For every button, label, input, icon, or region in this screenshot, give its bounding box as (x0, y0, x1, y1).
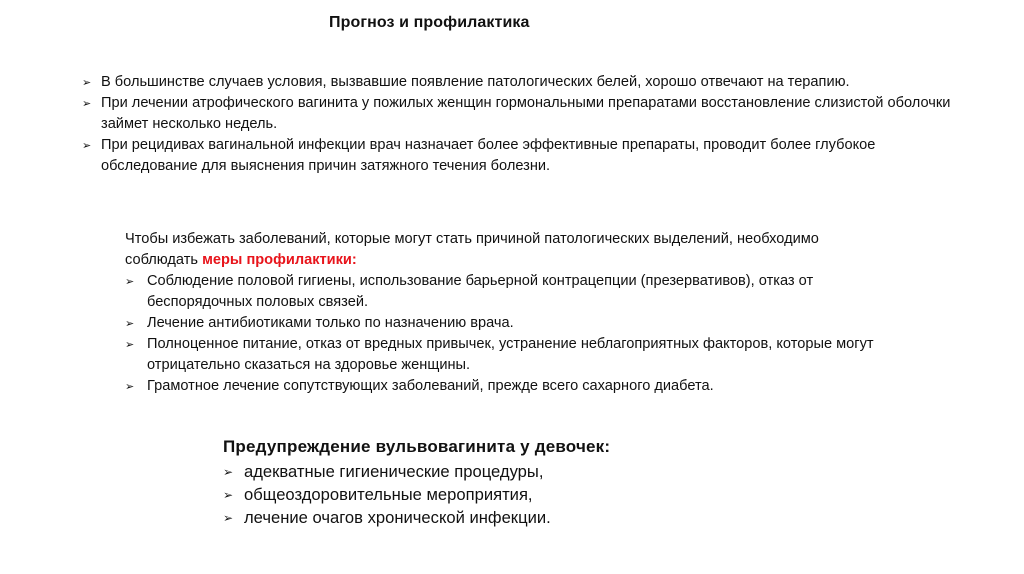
list-item (223, 506, 783, 529)
arrowhead-bullet-icon: ➢ (223, 488, 234, 502)
prevention-intro-text: Чтобы избежать заболеваний, которые могут стать причиной патологических выделений, необходимо соблюдать (125, 231, 819, 268)
list-item-text: адекватные гигиенические процедуры, (244, 462, 544, 481)
list-item (82, 72, 962, 93)
list-item (125, 334, 915, 376)
list-item (223, 460, 783, 483)
arrowhead-bullet-icon: ➢ (82, 97, 92, 110)
list-item-text: В большинстве случаев условия, вызвавшие появление патологических белей, хорошо отвечают на терапию. (101, 74, 850, 90)
arrowhead-bullet-icon: ➢ (125, 338, 135, 351)
arrowhead-bullet-icon: ➢ (125, 275, 135, 288)
arrowhead-bullet-icon: ➢ (223, 511, 234, 525)
list-item-text: Грамотное лечение сопутствующих заболеваний, прежде всего сахарного диабета. (147, 378, 714, 394)
list-item (125, 271, 915, 313)
arrowhead-bullet-icon: ➢ (82, 139, 92, 152)
list-item-text: Полноценное питание, отказ от вредных привычек, устранение неблагоприятных факторов, которые могут отрицательно сказаться на здоровье женщины. (147, 336, 874, 373)
list-item-text: При рецидивах вагинальной инфекции врач назначает более эффективные препараты, проводит более глубокое обследование для выяснения причин затяжного течения болезни. (101, 137, 876, 174)
arrowhead-bullet-icon: ➢ (223, 465, 234, 479)
girls-prevention-list (223, 460, 783, 529)
list-item (82, 93, 962, 135)
list-item (82, 135, 962, 177)
list-item-text: лечение очагов хронической инфекции. (244, 508, 551, 527)
prevention-list (125, 271, 915, 397)
arrowhead-bullet-icon: ➢ (82, 76, 92, 89)
list-item (223, 483, 783, 506)
arrowhead-bullet-icon: ➢ (125, 380, 135, 393)
girls-prevention-heading: Предупреждение вульвовагинита у девочек: (223, 437, 611, 456)
list-item-text: общеоздоровительные мероприятия, (244, 485, 533, 504)
prevention-highlight: меры профилактики: (202, 252, 357, 268)
list-item (125, 376, 915, 397)
arrowhead-bullet-icon: ➢ (125, 317, 135, 330)
list-item (125, 313, 915, 334)
page-title: Прогноз и профилактика (329, 14, 530, 31)
prevention-intro (125, 229, 885, 271)
prognosis-list (82, 72, 962, 177)
list-item-text: Соблюдение половой гигиены, использование барьерной контрацепции (презервативов), отказ от беспорядочных половых связей. (147, 273, 814, 310)
list-item-text: При лечении атрофического вагинита у пожилых женщин гормональными препаратами восстановление слизистой оболочки займет несколько недель. (101, 95, 951, 132)
list-item-text: Лечение антибиотиками только по назначению врача. (147, 315, 514, 331)
